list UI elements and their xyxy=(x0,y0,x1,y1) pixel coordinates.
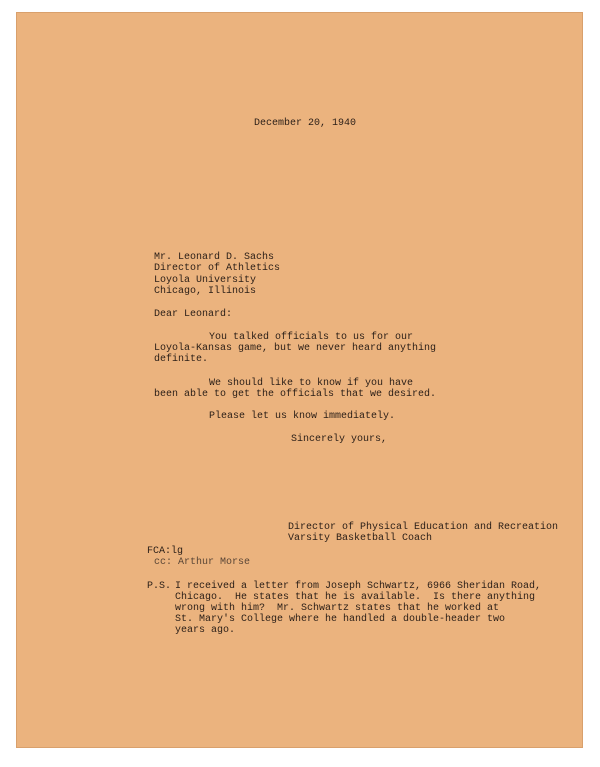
body-line: Please let us know immediately. xyxy=(209,411,396,422)
body-line: We should like to know if you have xyxy=(209,378,414,389)
body-line: You talked officials to us for our xyxy=(209,332,414,343)
signature-title: Director of Physical Education and Recreation xyxy=(288,522,559,533)
ps-label: P.S. xyxy=(147,581,172,592)
postscript-line: wrong with him? Mr. Schwartz states that he worked at xyxy=(175,603,500,614)
address-line: Chicago, Illinois xyxy=(154,286,257,297)
postscript-line: I received a letter from Joseph Schwartz, 6966 Sheridan Road, xyxy=(175,581,542,592)
address-line: Loyola University xyxy=(154,275,257,286)
letter-date: December 20, 1940 xyxy=(254,118,357,129)
address-line: Mr. Leonard D. Sachs xyxy=(154,252,275,263)
salutation: Dear Leonard: xyxy=(154,309,233,320)
address-line: Director of Athletics xyxy=(154,263,281,274)
cc-line: cc: Arthur Morse xyxy=(154,557,251,568)
postscript-line: St. Mary's College where he handled a double-header two xyxy=(175,614,506,625)
signature-title: Varsity Basketball Coach xyxy=(288,533,433,544)
postscript-line: years ago. xyxy=(175,625,236,636)
body-line: definite. xyxy=(154,354,209,365)
postscript-line: Chicago. He states that he is available. Is there anything xyxy=(175,592,536,603)
closing: Sincerely yours, xyxy=(291,434,388,445)
initials: FCA:lg xyxy=(147,546,184,557)
body-line: Loyola-Kansas game, but we never heard anything xyxy=(154,343,437,354)
body-line: been able to get the officials that we desired. xyxy=(154,389,437,400)
